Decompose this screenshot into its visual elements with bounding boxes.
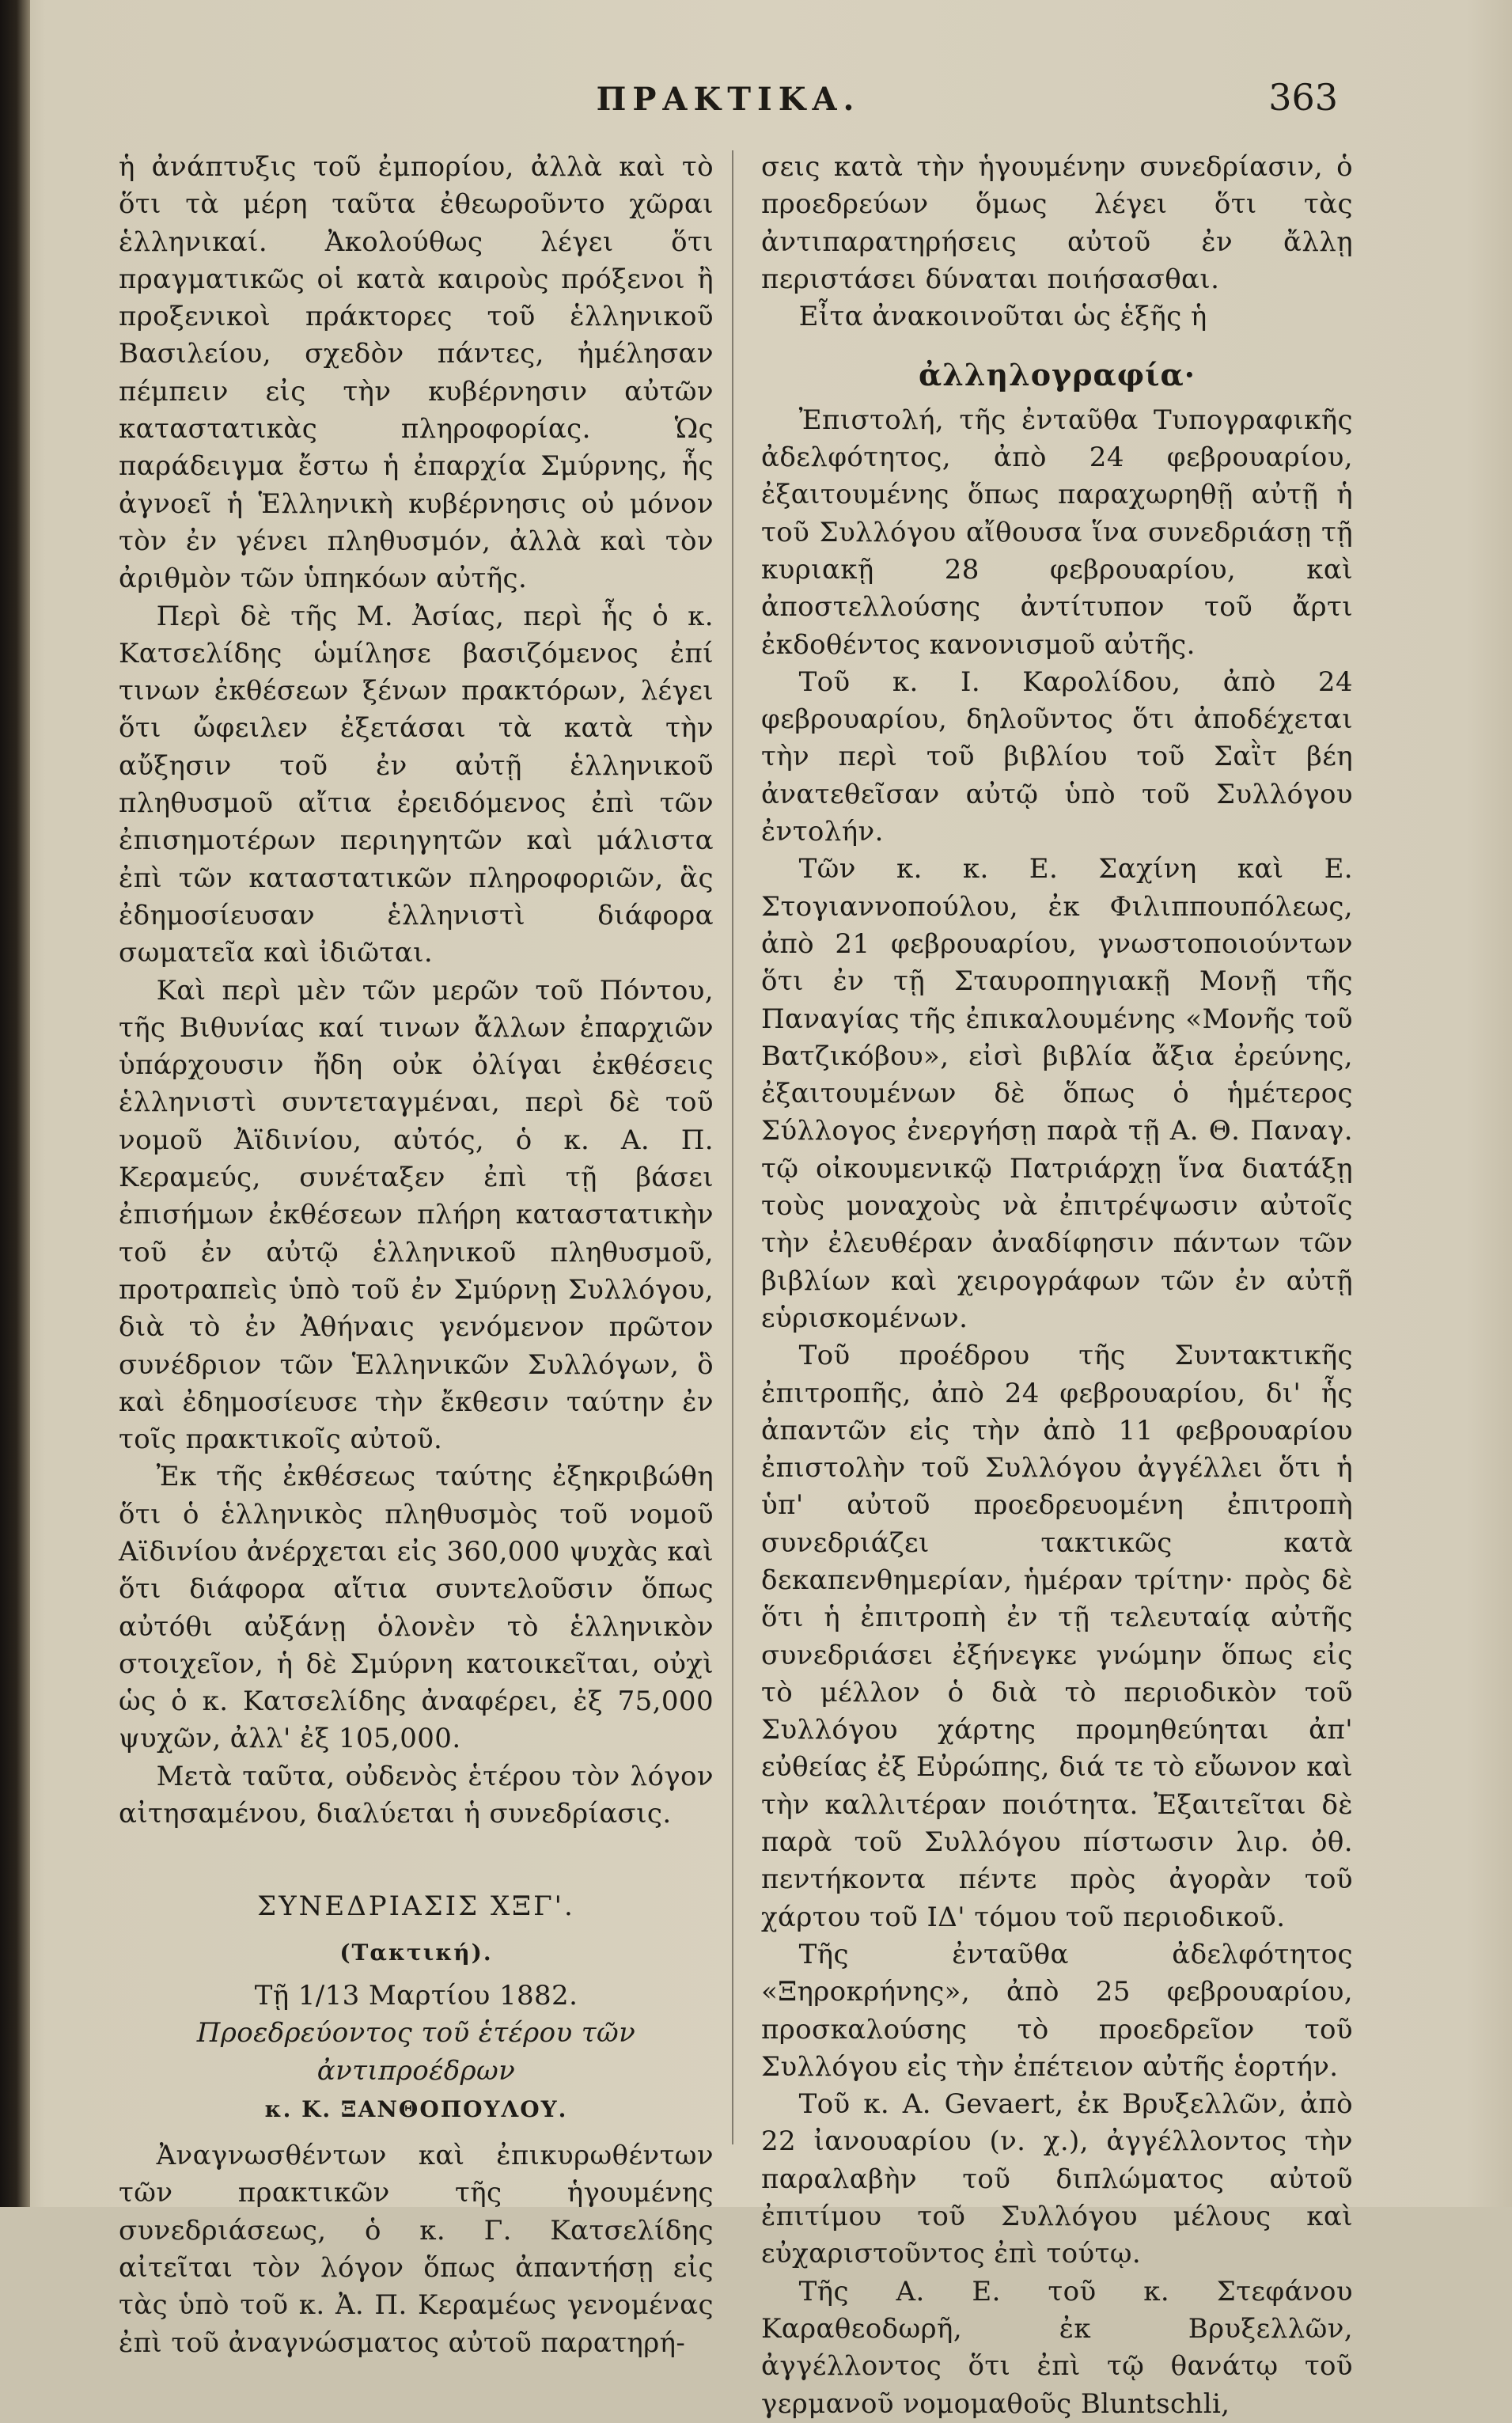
paragraph: Ἐκ τῆς ἐκθέσεως ταύτης ἐξηκριβώθη ὅτι ὁ ἑλληνικὸς πληθυσμὸς τοῦ νομοῦ Αϊδινίου ἀνέρχεται εἰς 360,000 ψυχὰς καὶ ὅτι διάφορα αἴτια συντελοῦσιν ὅπως αὐτόθι αὐξάνῃ ὁλονὲν τὸ ἑλληνικὸν στοιχεῖον, ἡ δὲ Σμύρνη κατοικεῖται, οὐχὶ ὡς ὁ κ. Κατσελίδης ἀναφέρει, ἐξ 75,000 ψυχῶν, ἀλλ' ἐξ 105,000.	[119, 1461, 714, 1755]
running-title: ΠΡΑΚΤΙΚΑ.	[596, 81, 861, 118]
left-column	[119, 149, 714, 2362]
column-divider	[732, 150, 733, 2144]
paragraph: Τοῦ προέδρου τῆς Συντακτικῆς ἐπιτροπῆς, ἀπὸ 24 φεβρουαρίου, δι' ἧς ἀπαντῶν εἰς τὴν ἀπὸ 11 φεβρουαρίου ἐπιστολὴν τοῦ Συλλόγου ἀγγέλλει ὅτι ἡ ὑπ' αὐτοῦ προεδρευομένη ἐπιτροπὴ συνεδριάζει τακτικῶς κατὰ δεκαπενθημερίαν, ἡμέραν τρίτην· πρὸς δὲ ὅτι ἡ ἐπιτροπὴ ἐν τῇ τελευταίᾳ αὐτῆς συνεδριάσει ἐξήνεγκε γνώμην ὅπως εἰς τὸ μέλλον ὁ διὰ τὸ περιοδικὸν τοῦ Συλλόγου χάρτης προμηθεύηται ἀπ' εὐθείας ἐξ Εὐρώπης, διά τε τὸ εὔωνον καὶ τὴν καλλιτέραν ποιότητα. Ἐξαιτεῖται δὲ παρὰ τοῦ Συλλόγου πίστωσιν λιρ. ὀθ. πεντήκοντα πέντε πρὸς ἀγορὰν τοῦ χάρτου τοῦ ΙΔ' τόμου τοῦ περιοδικοῦ.	[761, 1340, 1353, 1933]
paragraph: Ἀναγνωσθέντων καὶ ἐπικυρωθέντων τῶν πρακτικῶν τῆς ἡγουμένης συνεδριάσεως, ὁ κ. Γ. Κατσελίδης αἰτεῖται τὸν λόγον ὅπως ἀπαντήσῃ εἰς τὰς ὑπὸ τοῦ κ. Ἀ. Π. Κεραμέως γενομένας ἐπὶ τοῦ ἀναγνώσματος αὐτοῦ παρατηρή-	[119, 2140, 714, 2359]
session-title: ΣΥΝΕΔΡΙΑΣΙΣ ΧΞΓ'.	[257, 1890, 575, 1923]
page-number: 363	[1268, 76, 1338, 119]
book-spine-shadow	[0, 0, 30, 2207]
paragraph: Περὶ δὲ τῆς Μ. Ἀσίας, περὶ ἧς ὁ κ. Κατσελίδης ὡμίλησε βασιζόμενος ἐπί τινων ἐκθέσεων ξένων πρακτόρων, λέγει ὅτι ὤφειλεν ἐξετάσαι τὰ κατὰ τὴν αὔξησιν τοῦ ἐν αὐτῇ ἑλληνικοῦ πληθυσμοῦ αἴτια ἐρειδόμενος ἐπὶ τῶν ἐπισημοτέρων περιηγητῶν καὶ μάλιστα ἐπὶ τῶν καταστατικῶν πληροφοριῶν, ἃς ἐδημοσίευσαν ἑλληνιστὶ διάφορα σωματεῖα καὶ ἰδιῶται.	[119, 600, 714, 969]
paragraph: Ἐπιστολή, τῆς ἐνταῦθα Τυπογραφικῆς ἀδελφότητος, ἀπὸ 24 φεβρουαρίου, ἐξαιτουμένης ὅπως παραχωρηθῇ αὐτῇ ἡ τοῦ Συλλόγου αἴθουσα ἵνα συνεδριάσῃ τῇ κυριακῇ 28 φεβρουαρίου, καὶ ἀποστελλούσης ἀντίτυπον τοῦ ἄρτι ἐκδοθέντος κανονισμοῦ αὐτῆς.	[761, 404, 1353, 661]
right-column	[761, 149, 1353, 2423]
paragraph: ἡ ἀνάπτυξις τοῦ ἐμπορίου, ἀλλὰ καὶ τὸ ὅτι τὰ μέρη ταῦτα ἐθεωροῦντο χῶραι ἑλληνικαί. Ἀκολούθως λέγει ὅτι πραγματικῶς οἱ κατὰ καιροὺς πρόξενοι ἢ προξενικοὶ πράκτορες τοῦ ἑλληνικοῦ Βασιλείου, σχεδὸν πάντες, ἠμέλησαν πέμπειν εἰς τὴν κυβέρνησιν αὐτῶν καταστατικὰς πληροφορίας. Ὡς παράδειγμα ἔστω ἡ ἐπαρχία Σμύρνης, ἧς ἀγνοεῖ ἡ Ἑλληνικὴ κυβέρνησις οὐ μόνον τὸν ἐν γένει πληθυσμόν, ἀλλὰ καὶ τὸν ἀριθμὸν τῶν ὑπηκόων αὐτῆς.	[119, 151, 714, 595]
session-kind: (Τακτική).	[339, 1939, 493, 1966]
paragraph: Τοῦ κ. Ι. Καρολίδου, ἀπὸ 24 φεβρουαρίου, δηλοῦντος ὅτι ἀποδέχεται τὴν περὶ τοῦ βιβλίου τοῦ Σαῒτ βέη ἀνατεθεῖσαν αὐτῷ ὑπὸ τοῦ Συλλόγου ἐντολήν.	[761, 665, 1353, 848]
paragraph: Καὶ περὶ μὲν τῶν μερῶν τοῦ Πόντου, τῆς Βιθυνίας καί τινων ἄλλων ἐπαρχιῶν ὑπάρχουσιν ἤδη οὐκ ὀλίγαι ἐκθέσεις ἑλληνιστὶ συντεταγμέναι, περὶ δὲ τοῦ νομοῦ Ἀϊδινίου, αὐτός, ὁ κ. Α. Π. Κεραμεύς, συνέταξεν ἐπὶ τῇ βάσει ἐπισήμων ἐκθέσεων πλήρη καταστατικὴν τοῦ ἐν αὐτῷ ἑλληνικοῦ πληθυσμοῦ, προτραπεὶς ὑπὸ τοῦ ἐν Σμύρνῃ Συλλόγου, διὰ τὸ ἐν Ἀθήναις γενόμενον πρῶτον συνέδριον τῶν Ἑλληνικῶν Συλλόγων, ὃ καὶ ἐδημοσίευσε τὴν ἔκθεσιν ταύτην ἐν τοῖς πρακτικοῖς αὐτοῦ.	[119, 974, 714, 1456]
presidency-line: Προεδρεύοντος τοῦ ἑτέρου τῶν ἀντιπροέδρων	[196, 2017, 636, 2087]
paragraph: Τῆς ἐνταῦθα ἀδελφότητος «Ξηροκρήνης», ἀπὸ 25 φεβρουαρίου, προσκαλούσης τὸ προεδρεῖον τοῦ Συλλόγου εἰς τὴν ἐπέτειον αὐτῆς ἑορτήν.	[761, 1938, 1353, 2083]
paragraph: σεις κατὰ τὴν ἡγουμένην συνεδρίασιν, ὁ προεδρεύων ὅμως λέγει ὅτι τὰς ἀντιπαρατηρήσεις αὐτοῦ ἐν ἄλλῃ περιστάσει δύναται ποιήσασθαι.	[761, 151, 1353, 295]
presiding-member-name: κ. Κ. ΞΑΝΘΟΠΟΥΛΟΥ.	[264, 2095, 568, 2122]
paragraph: Τῶν κ. κ. Ε. Σαχίνη καὶ Ε. Στογιαννοπούλου, ἐκ Φιλιππουπόλεως, ἀπὸ 21 φεβρουαρίου, γνωστοποιούντων ὅτι ἐν τῇ Σταυροπηγιακῇ Μονῇ τῆς Παναγίας τῆς ἐπικαλουμένης «Μονῆς τοῦ Βατζικόβου», εἰσὶ βιβλία ἄξια ἐρεύνης, ἐξαιτουμένων δὲ ὅπως ὁ ἡμέτερος Σύλλογος ἐνεργήσῃ παρὰ τῇ Α. Θ. Παναγ. τῷ οἰκουμενικῷ Πατριάρχῃ ἵνα διατάξῃ τοὺς μοναχοὺς νὰ ἐπιτρέψωσιν αὐτοῖς τὴν ἐλευθέραν ἀναδίφησιν πάντων τῶν βιβλίων καὶ χειρογράφων τῶν ἐν αὐτῇ εὑρισκομένων.	[761, 853, 1353, 1334]
session-date: Τῇ 1/13 Μαρτίου 1882.	[254, 1979, 578, 2012]
paragraph: Εἶτα ἀνακοινοῦται ὡς ἑξῆς ἡ	[798, 301, 1207, 333]
presidency-name-line	[119, 2090, 714, 2128]
spacer	[119, 2128, 714, 2137]
paragraph: Τοῦ κ. Α. Gevaert, ἐκ Βρυξελλῶν, ἀπὸ 22 ἰανουαρίου (ν. χ.), ἀγγέλλοντος τὴν παραλαβὴν τοῦ διπλώματος αὐτοῦ ἐπιτίμου τοῦ Συλλόγου μέλους καὶ εὐχαριστοῦντος ἐπὶ τούτῳ.	[761, 2088, 1353, 2270]
paragraph: Τῆς Α. Ε. τοῦ κ. Στεφάνου Καραθεοδωρῆ, ἐκ Βρυξελλῶν, ἀγγέλλοντος ὅτι ἐπὶ τῷ θανάτῳ τοῦ γερμανοῦ νομομαθοῦς Bluntschli,	[761, 2275, 1353, 2420]
paragraph: Μετὰ ταῦτα, οὐδενὸς ἑτέρου τὸν λόγον αἰτησαμένου, διαλύεται ἡ συνεδρίασις.	[119, 1760, 714, 1830]
section-heading: ἀλληλογραφία·	[919, 357, 1196, 393]
running-header	[119, 76, 1338, 123]
